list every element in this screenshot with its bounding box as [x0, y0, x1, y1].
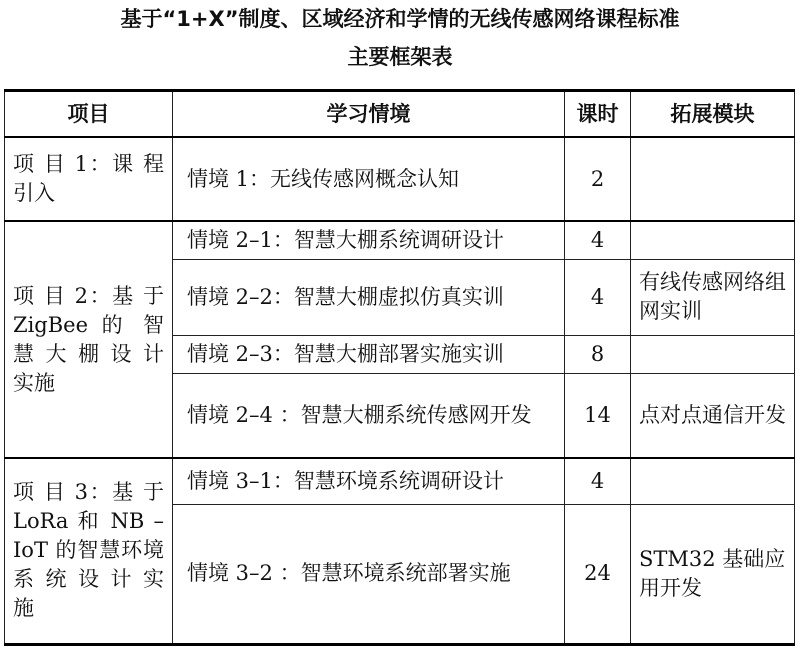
situation-cell: 情境 1：无线传感网概念认知: [173, 137, 565, 221]
document-title: [0, 0, 800, 78]
table-header-row: [5, 91, 795, 138]
extension-cell: [631, 335, 795, 373]
extension-cell: 点对点通信开发: [631, 373, 795, 458]
header-hours: 课时: [565, 91, 631, 138]
situation-cell: 情境 2–3：智慧大棚部署实施实训: [173, 335, 565, 373]
project-cell: 项 目 1：课 程 引入: [5, 137, 173, 221]
situation-cell: 情境 2–2：智慧大棚虚拟仿真实训: [173, 259, 565, 335]
title-line-2: 主要框架表: [347, 45, 453, 69]
hours-cell: 2: [565, 137, 631, 221]
hours-cell: 24: [565, 504, 631, 644]
header-situation: 学习情境: [173, 91, 565, 138]
situation-cell: 情境 3–1：智慧环境系统调研设计: [173, 458, 565, 504]
project-cell: 项 目 3：基 于 LoRa 和 NB – IoT 的智慧环境 系 统 设 计 实施: [5, 458, 173, 644]
hours-cell: 4: [565, 221, 631, 259]
table-row: [5, 137, 795, 221]
extension-cell: [631, 137, 795, 221]
extension-cell: 有线传感网络组网实训: [631, 259, 795, 335]
title-line-1: 基于“1+X”制度、区域经济和学情的无线传感网络课程标准: [120, 7, 680, 31]
extension-cell: [631, 458, 795, 504]
hours-cell: 4: [565, 259, 631, 335]
table-row: [5, 221, 795, 259]
extension-cell: [631, 221, 795, 259]
hours-cell: 8: [565, 335, 631, 373]
extension-cell: STM32 基础应用开发: [631, 504, 795, 644]
header-project: 项目: [5, 91, 173, 138]
project-cell: 项 目 2：基 于 ZigBee 的 智 慧 大 棚 设 计 实施: [5, 221, 173, 458]
situation-cell: 情境 3–2 ：智慧环境系统部署实施: [173, 504, 565, 644]
header-extension: 拓展模块: [631, 91, 795, 138]
situation-cell: 情境 2–4 ：智慧大棚系统传感网开发: [173, 373, 565, 458]
table-row: [5, 458, 795, 504]
hours-cell: 4: [565, 458, 631, 504]
hours-cell: 14: [565, 373, 631, 458]
situation-cell: 情境 2–1：智慧大棚系统调研设计: [173, 221, 565, 259]
course-framework-table: [4, 89, 795, 646]
